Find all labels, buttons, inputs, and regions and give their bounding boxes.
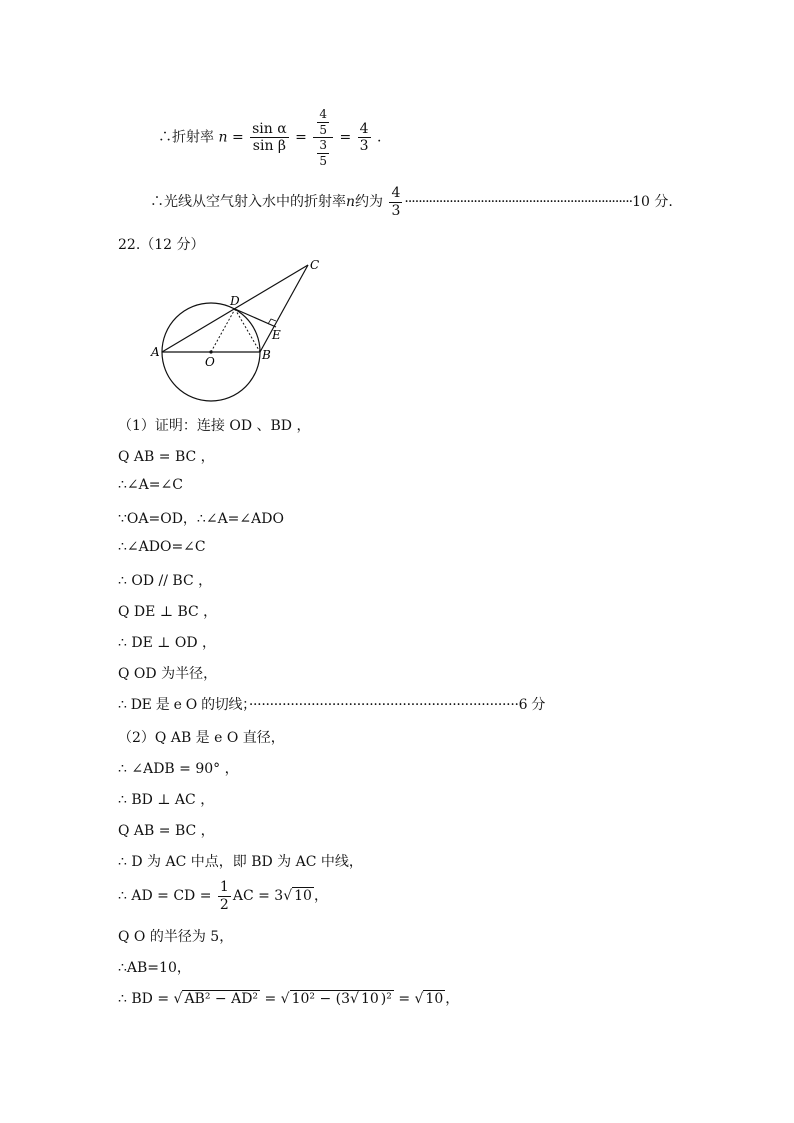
segment-bd [235, 309, 260, 352]
four-thirds [389, 186, 402, 218]
proof-line-8: ∴ DE ⊥ OD ， [118, 635, 217, 651]
period: . [377, 129, 382, 146]
proof-line-3: ∴∠A=∠C [118, 477, 183, 493]
d5: 5 [319, 153, 327, 168]
adcd-end: ， [313, 888, 328, 905]
half-den: 2 [219, 896, 229, 913]
result-fraction [358, 122, 371, 154]
d3: 3 [319, 138, 327, 153]
label-o: O [205, 355, 215, 369]
proof-line-14: Q AB = BC ， [118, 823, 215, 839]
proof-line-4: ∵OA=OD，∴∠A=∠ADO [118, 511, 284, 527]
bd-eq1: = [264, 991, 277, 1007]
proof-line-13: ∴ BD ⊥ AC ， [118, 792, 215, 808]
conclusion-text-2: 约为 [355, 194, 384, 211]
sqrt-compound-c: )² [380, 991, 392, 1007]
problem-number: 22.（12 分） [118, 237, 205, 253]
equals-3: = [339, 129, 352, 146]
proof-line-2: Q AB = BC ， [118, 449, 215, 465]
ab-line: ∴AB=10， [118, 960, 191, 976]
score-10: 10 分. [632, 194, 673, 211]
refraction-formula-line [158, 108, 381, 167]
proof-line-1: （1）证明：连接 OD 、BD ， [118, 418, 311, 434]
compound-den [313, 138, 333, 167]
adcd-prefix: ∴ AD = CD = [118, 888, 212, 905]
four-fifths [317, 108, 329, 136]
var-n: n [218, 129, 228, 146]
sqrt-10: √ 10 [283, 888, 312, 905]
sqrt-compound: √ 10² − (3√ 10 )² [280, 991, 392, 1007]
sqrt-compound-bar [290, 990, 394, 1007]
proof-line-7: Q DE ⊥ BC ， [118, 604, 218, 620]
sqrt-10-final: √ 10 [414, 991, 444, 1007]
sin-alpha: sin α [252, 120, 287, 137]
sqrt-ab-ad-val: AB² − AD² [184, 991, 259, 1007]
n4: 4 [319, 107, 327, 121]
bd-end: ， [445, 991, 460, 1007]
proof-line-15: ∴ D 为 AC 中点，即 BD 为 AC 中线， [118, 854, 363, 870]
right-angle-mark [268, 319, 276, 324]
adcd-mid: AC = 3 [232, 888, 284, 905]
compound-fraction [313, 108, 333, 167]
half-num: 1 [219, 879, 229, 895]
three-fifths [317, 139, 329, 167]
sqrt-10-final-val: 10 [425, 991, 444, 1007]
res-3: 3 [359, 138, 369, 155]
refraction-conclusion-line [150, 186, 673, 218]
label-c: C [310, 258, 320, 272]
label-d: D [230, 294, 240, 308]
label-text: 折射率 [172, 129, 214, 146]
inner-sqrt: √ 10 [350, 991, 379, 1007]
bd-line [118, 988, 459, 1008]
label-a: A [151, 345, 160, 359]
res-4: 4 [359, 120, 369, 137]
proof-line-11: （2）Q AB 是 e O 直径， [118, 730, 285, 746]
inner-sqrt-val: 10 [360, 991, 379, 1007]
var-n-2: n [346, 194, 356, 211]
bd-prefix: ∴ BD = [118, 991, 170, 1007]
sin-fraction [250, 122, 289, 154]
equals: = [231, 129, 244, 146]
compound-num [313, 108, 333, 138]
segment-bc [260, 265, 308, 352]
proof-line-9: Q OD 为半径， [118, 666, 218, 682]
proof-line-10: ∴ DE 是 e O 的切线；·································································6 分 [118, 697, 546, 713]
proof-line-6: ∴ OD // BC ， [118, 573, 213, 589]
segment-ac [162, 265, 308, 352]
equals-2: = [295, 129, 307, 146]
ft-4: 4 [391, 185, 401, 201]
sqrt-ab-ad: √ AB² − AD² [173, 991, 259, 1007]
therefore-symbol: ∴ [158, 129, 172, 146]
proof-line-5: ∴∠ADO=∠C [118, 539, 206, 555]
label-e: E [272, 328, 281, 342]
proof-line-12: ∴ ∠ADB = 90° ， [118, 761, 239, 777]
sin-beta: sin β [252, 138, 287, 155]
label-b: B [262, 348, 271, 362]
center-dot [209, 350, 212, 353]
n5: 5 [319, 122, 327, 137]
bd-eq2: = [398, 991, 411, 1007]
radius-line: Q O 的半径为 5， [118, 929, 234, 945]
leader-dots: ·································································· [404, 194, 633, 211]
sqrt-compound-a: 10² − (3 [291, 991, 351, 1007]
half-fraction [218, 880, 231, 912]
geometry-figure [150, 255, 340, 405]
segment-de [235, 309, 276, 327]
ad-cd-line [118, 880, 328, 912]
ft-3: 3 [391, 202, 401, 219]
conclusion-text: ∴光线从空气射入水中的折射率 [150, 194, 346, 211]
sqrt-10-val: 10 [294, 888, 312, 905]
